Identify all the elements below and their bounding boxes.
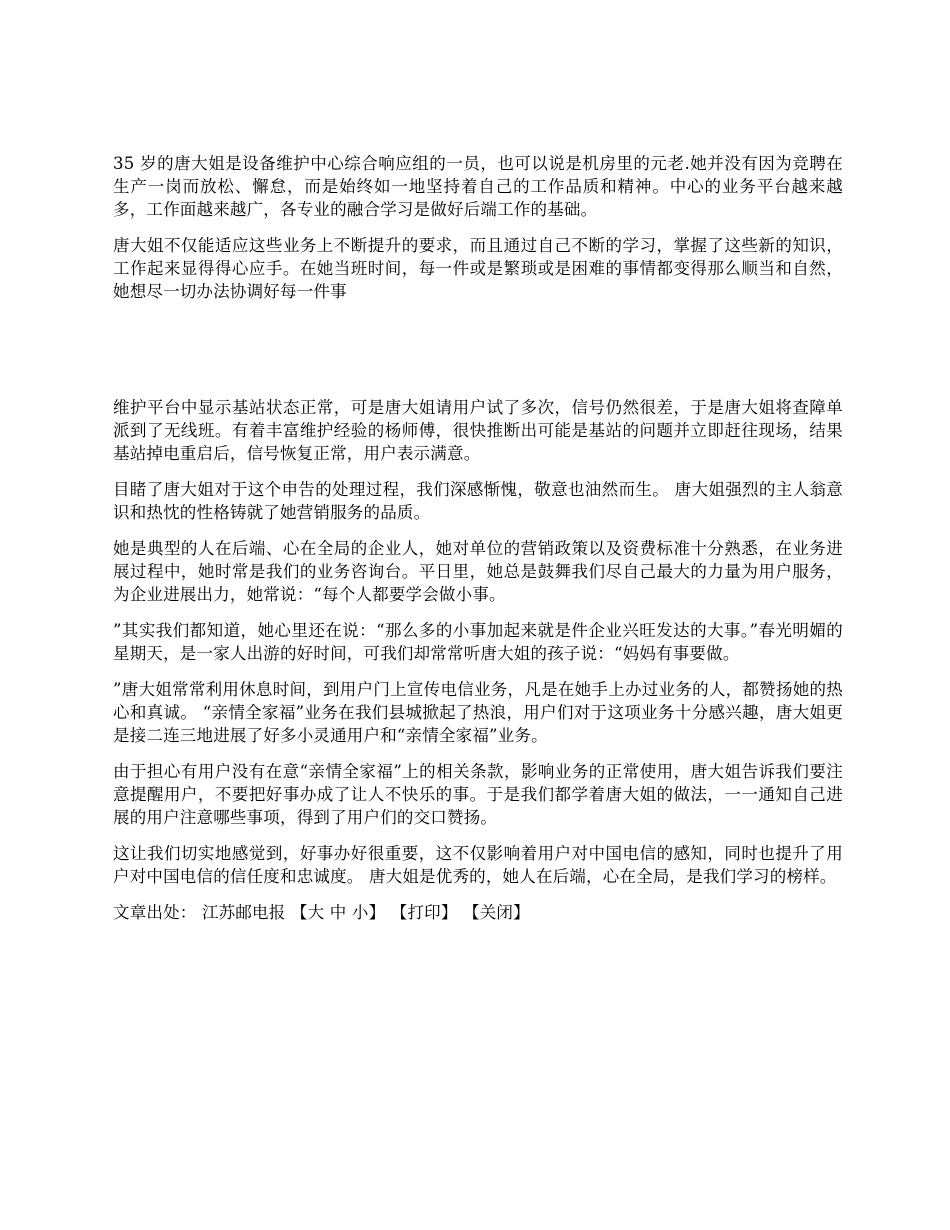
paragraph: 目睹了唐大姐对于这个申告的处理过程，我们深感惭愧，敬意也油然而生。 唐大姐强烈的主人翁意识和热忱的性格铸就了她营销服务的品质。 bbox=[113, 480, 843, 522]
paragraph: 维护平台中显示基站状态正常，可是唐大姐请用户试了多次，信号仍然很差，于是唐大姐将查障单派到了无线班。有着丰富维护经验的杨师傅，很快推断出可能是基站的问题并立即赶往现场，结果基站掉电重启后，信号恢复正常，用户表示满意。 bbox=[113, 398, 843, 463]
paragraph: ”其实我们都知道，她心里还在说：“那么多的小事加起来就是件企业兴旺发达的大事。”春光明媚的星期天，是一家人出游的好时间，可我们却常常听唐大姐的孩子说：“妈妈有事要做。 bbox=[113, 621, 843, 663]
paragraph: 35 岁的唐大姐是设备维护中心综合响应组的一员，也可以说是机房里的元老.她并没有因为竞聘在生产一岗而放松、懈怠，而是始终如一地坚持着自己的工作品质和精神。中心的业务平台越来越多，工作面越来越广，各专业的融合学习是做好后端工作的基础。 bbox=[113, 154, 843, 219]
source-label: 文章出处： bbox=[113, 903, 197, 922]
close-link[interactable]: 【关闭】 bbox=[463, 903, 530, 922]
source-name: 江苏邮电报 bbox=[201, 903, 286, 922]
print-link[interactable]: 【打印】 bbox=[390, 903, 458, 922]
article-body bbox=[113, 152, 843, 924]
paragraph: 唐大姐不仅能适应这些业务上不断提升的要求，而且通过自己不断的学习，掌握了这些新的知识，工作起来显得得心应手。在她当班时间，每一件或是繁琐或是困难的事情都变得那么顺当和自然，她想尽一切办法协调好每一件事 bbox=[113, 236, 843, 301]
paragraph: 她是典型的人在后端、心在全局的企业人，她对单位的营销政策以及资费标准十分熟悉，在业务进展过程中，她时常是我们的业务咨询台。平日里，她总是鼓舞我们尽自己最大的力量为用户服务，为企业进展出力，她常说：“每个人都要学会做小事。 bbox=[113, 539, 843, 604]
spacer bbox=[113, 316, 843, 396]
paragraph: 这让我们切实地感觉到，好事办好很重要，这不仅影响着用户对中国电信的感知，同时也提升了用户对中国电信的信任度和忠诚度。 唐大姐是优秀的，她人在后端，心在全局，是我们学习的榜样。 bbox=[113, 844, 843, 886]
paragraph: 由于担心有用户没有在意“亲情全家福”上的相关条款，影响业务的正常使用，唐大姐告诉我们要注意提醒用户，不要把好事办成了让人不快乐的事。于是我们都学着唐大姐的做法，一一通知自己进展的用户注意哪些事项，得到了用户们的交口赞扬。 bbox=[113, 762, 843, 827]
paragraph: ”唐大姐常常利用休息时间，到用户门上宣传电信业务，凡是在她手上办过业务的人，都赞扬她的热心和真诚。 “亲情全家福”业务在我们县城掀起了热浪，用户们对于这项业务十分感兴趣，唐大姐更是接二连三地进展了好多小灵通用户和“亲情全家福”业务。 bbox=[113, 680, 843, 745]
article-footer bbox=[113, 901, 843, 924]
font-size-control[interactable]: 【大 中 小】 bbox=[290, 903, 386, 922]
